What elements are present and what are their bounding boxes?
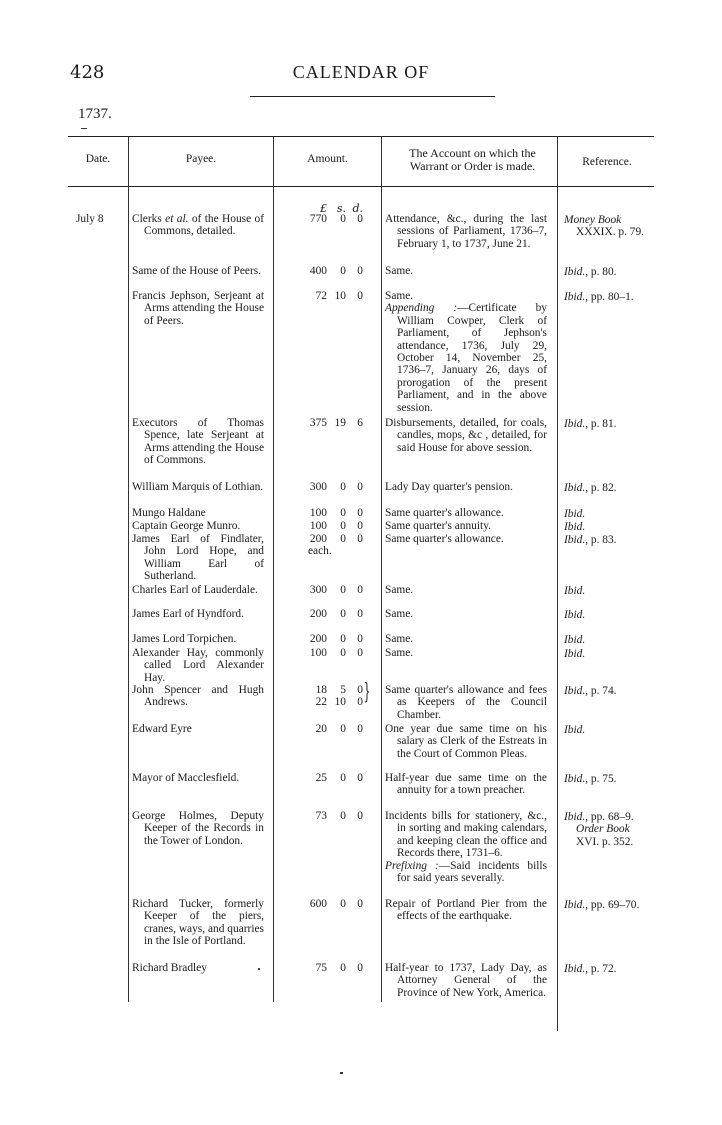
entry-payee: Mungo Haldane bbox=[132, 507, 206, 519]
entry-reference: Money Book XXXIX. p. 79. bbox=[564, 214, 645, 239]
entry-payee: Captain George Munro. bbox=[132, 520, 241, 532]
year-label: 1737. bbox=[78, 106, 112, 122]
entry-reference: Ibid., p. 74. bbox=[564, 685, 617, 697]
entry-account: Same quarter's annuity. bbox=[385, 520, 492, 532]
year-tick bbox=[81, 128, 87, 129]
entry-amount: 18 5 0 22 10 0 bbox=[315, 684, 363, 709]
entry-payee: Francis Jephson, Serjeant at Arms attending the House of Peers. bbox=[132, 290, 264, 327]
entry-amount: 100 0 0 bbox=[309, 520, 363, 532]
table-top-rule bbox=[68, 136, 654, 137]
entry-payee: James Lord Torpichen. bbox=[132, 633, 237, 645]
entry-reference: Ibid. bbox=[564, 521, 586, 533]
head-rule bbox=[250, 96, 495, 97]
header-account: The Account on which the Warrant or Order is made. bbox=[409, 146, 536, 173]
entry-reference: Ibid. bbox=[564, 724, 586, 736]
entry-reference: Ibid., pp. 68–9. Order Book XVI. p. 352. bbox=[564, 811, 634, 848]
entry-amount: 25 0 0 bbox=[315, 772, 363, 784]
entry-date: July 8 bbox=[76, 213, 104, 225]
entry-account: Same. bbox=[385, 265, 414, 277]
entry-payee: Richard Bradley bbox=[132, 962, 207, 974]
entry-account: Same quarter's allowance. bbox=[385, 533, 504, 545]
entry-amount: 200 0 0 bbox=[309, 633, 363, 645]
entry-payee: Same of the House of Peers. bbox=[132, 265, 262, 277]
entry-reference: Ibid. bbox=[564, 648, 586, 660]
entry-amount: 200 0 0 bbox=[309, 608, 363, 620]
entry-reference: Ibid., p. 75. bbox=[564, 773, 617, 785]
entry-account: Same. bbox=[385, 584, 414, 596]
entry-account: Same. bbox=[385, 647, 414, 659]
page-number: 428 bbox=[70, 62, 105, 83]
entry-payee: Alexander Hay, commonly called Lord Alexander Hay. bbox=[132, 647, 264, 684]
entry-amount: 600 0 0 bbox=[309, 898, 363, 910]
entry-reference: Ibid., p. 81. bbox=[564, 418, 617, 430]
header-reference: Reference. bbox=[582, 156, 632, 168]
entry-payee: James Earl of Findlater, John Lord Hope, and William Earl of Sutherland. bbox=[132, 533, 264, 583]
entry-account: Half-year to 1737, Lady Day, as Attorney General of the Province of New York, America. bbox=[385, 962, 547, 999]
entry-amount: 100 0 0 bbox=[309, 507, 363, 519]
entry-payee: Mayor of Macclesfield. bbox=[132, 772, 240, 784]
entry-amount: 400 0 0 bbox=[309, 265, 363, 277]
entry-reference: Ibid., p. 72. bbox=[564, 963, 617, 975]
entry-account: Same quarter's allowance. bbox=[385, 507, 504, 519]
entry-amount: 20 0 0 bbox=[315, 723, 363, 735]
entry-amount: 375 19 6 bbox=[309, 417, 363, 429]
entry-reference: Ibid., pp. 69–70. bbox=[564, 899, 640, 911]
entry-amount: 100 0 0 bbox=[309, 647, 363, 659]
entry-payee: Clerks et al. of the House of Commons, detailed. bbox=[132, 213, 265, 238]
entry-account: Lady Day quarter's pension. bbox=[385, 481, 513, 493]
entry-reference: Ibid., p. 83. bbox=[564, 534, 617, 546]
entry-account: Same. bbox=[385, 608, 414, 620]
currency-units: £ s. d. bbox=[320, 202, 363, 215]
entry-amount: 75 0 0 bbox=[315, 962, 363, 974]
entry-payee: George Holmes, Deputy Keeper of the Records in the Tower of London. bbox=[132, 810, 264, 847]
entry-payee: James Earl of Hyndford. bbox=[132, 608, 244, 620]
entry-account: Same quarter's allowance and fees as Keepers of the Council Chamber. bbox=[385, 684, 547, 721]
printer-mark bbox=[258, 968, 260, 970]
entry-amount: 72 10 0 bbox=[315, 290, 363, 302]
header-date: Date. bbox=[85, 153, 111, 165]
column-divider bbox=[128, 136, 129, 1002]
entry-payee: John Spencer and Hugh Andrews. bbox=[132, 684, 264, 709]
column-divider bbox=[381, 136, 382, 1002]
entry-payee: Executors of Thomas Spence, late Serjeant at Arms attending the House of Commons. bbox=[132, 417, 264, 467]
entry-reference: Ibid. bbox=[564, 508, 586, 520]
entry-account: Incidents bills for stationery, &c., in sorting and making calendars, and keeping clean the office and Records there, 1731–6. Prefixing :—Said incidents bills for said years severally. bbox=[385, 810, 547, 885]
header-payee: Payee. bbox=[185, 153, 217, 165]
entry-reference: Ibid. bbox=[564, 585, 586, 597]
entry-amount: 200 0 0 each. bbox=[308, 533, 363, 558]
entry-account: Same. bbox=[385, 633, 414, 645]
entry-payee: Richard Tucker, formerly Keeper of the piers, cranes, ways, and quarries in the Isle of Portland. bbox=[132, 898, 264, 948]
entry-amount: 300 0 0 bbox=[309, 584, 363, 596]
entry-account: Attendance, &c., during the last sessions of Parliament, 1736–7, February 1, to 1737, June 21. bbox=[385, 213, 547, 250]
entry-account: Repair of Portland Pier from the effects of the earthquake. bbox=[385, 898, 547, 923]
entry-account: Half-year due same time on the annuity for a town preacher. bbox=[385, 772, 547, 797]
entry-payee: Charles Earl of Lauderdale. bbox=[132, 584, 258, 596]
entry-amount: 300 0 0 bbox=[309, 481, 363, 493]
entry-account: Disbursements, detailed, for coals, candles, mops, &c , detailed, for said House for above session. bbox=[385, 417, 547, 454]
entry-account: One year due same time on his salary as Clerk of the Estreats in the Court of Common Pleas. bbox=[385, 723, 547, 760]
printer-mark bbox=[340, 1072, 343, 1074]
column-divider bbox=[273, 136, 274, 1002]
entry-reference: Ibid. bbox=[564, 609, 586, 621]
entry-payee: William Marquis of Lothian. bbox=[132, 481, 264, 493]
entry-account: Same. Appending :—Certificate by William Cowper, Clerk of Parliament, of Jephson's attendance, 1736, July 29, October 14, November 25, 1736–7, January 26, days of prorogation of the present Parliament, and in the above session. bbox=[385, 290, 547, 414]
entry-reference: Ibid., p. 80. bbox=[564, 266, 617, 278]
entry-reference: Ibid., p. 82. bbox=[564, 482, 617, 494]
entry-amount: 73 0 0 bbox=[315, 810, 363, 822]
entry-reference: Ibid. bbox=[564, 634, 586, 646]
entry-payee: Edward Eyre bbox=[132, 723, 192, 735]
running-head: CALENDAR OF bbox=[292, 62, 430, 82]
column-divider bbox=[557, 136, 558, 1031]
header-amount: Amount. bbox=[307, 153, 348, 165]
entry-reference: Ibid., pp. 80–1. bbox=[564, 291, 634, 303]
entry-amount: 770 0 0 bbox=[309, 213, 363, 225]
table-header-rule bbox=[68, 186, 654, 187]
amount-brace: } bbox=[363, 680, 371, 705]
